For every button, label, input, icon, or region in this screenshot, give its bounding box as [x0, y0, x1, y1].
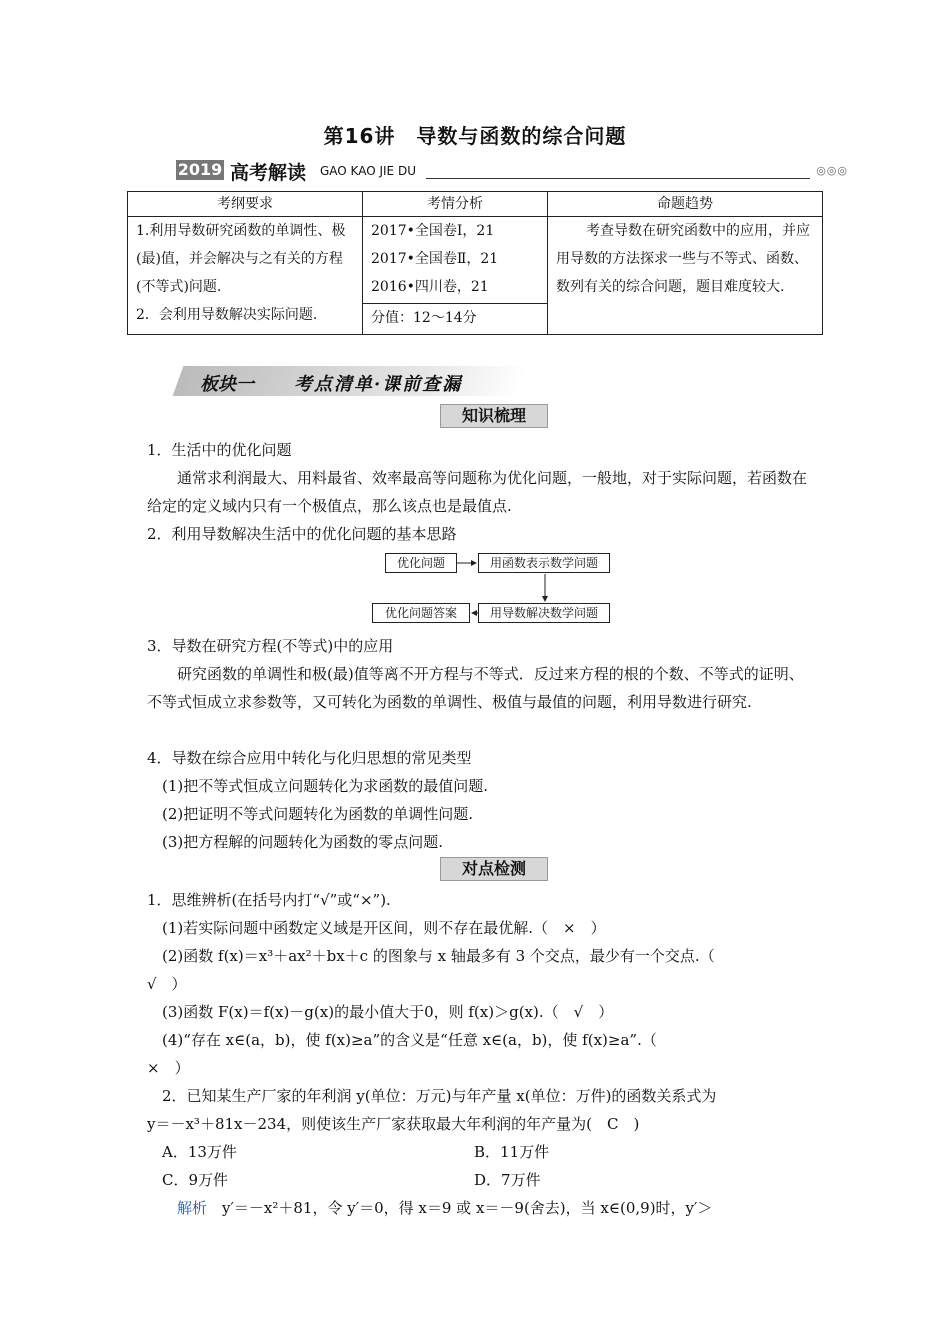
table-header: 命题趋势 — [548, 192, 823, 217]
option-b: B．11万件 — [474, 1143, 550, 1161]
q2-stem: 2．已知某生产厂家的年利润 y(单位：万元)与年产量 x(单位：万件)的函数关系式为 — [162, 1087, 717, 1105]
banner-year: 2019 — [177, 160, 223, 179]
section-name: 考点清单·课前查漏 — [294, 374, 463, 395]
q1-item-cont: × ） — [147, 1059, 190, 1077]
k4-item: (2)把证明不等式问题转化为函数的单调性问题. — [162, 805, 474, 823]
requirement-item: 2．会利用导数解决实际问题. — [136, 307, 318, 323]
q1-item: (2)函数 f(x)＝x³＋ax²＋bx＋c 的图象与 x 轴最多有 3 个交点，最少有一个交点.（ — [162, 947, 715, 965]
section-part: 板块一 — [200, 374, 254, 395]
k1-title: 1．生活中的优化问题 — [147, 441, 292, 459]
k4-title: 4．导数在综合应用中转化与化归思想的常见类型 — [147, 749, 472, 767]
trend-cell: 考查导数在研究函数中的应用，并应用导数的方法探求一些与不等式、函数、数列有关的综合问题，题目难度较大. — [548, 217, 823, 335]
k3-title: 3．导数在研究方程(不等式)中的应用 — [147, 637, 394, 655]
solution-label: 解析 — [177, 1199, 208, 1217]
banner-title: 高考解读 — [230, 162, 307, 184]
k4-item: (1)把不等式恒成立问题转化为求函数的最值问题. — [162, 777, 489, 795]
requirement-item: 1.利用导数研究函数的单调性、极(最)值，并会解决与之有关的方程(不等式)问题. — [136, 223, 346, 295]
flow-box-model: 用函数表示数学问题 — [478, 553, 610, 573]
q2-stem-cont: y＝－x³＋81x－234，则使该生产厂家获取最大年利润的年产量为( C ) — [147, 1115, 640, 1133]
k2-title: 2．利用导数解决生活中的优化问题的基本思路 — [147, 525, 457, 543]
q1-item-cont: √ ） — [147, 975, 187, 993]
flow-box-solve: 用导数解决数学问题 — [478, 603, 610, 623]
option-c: C．9万件 — [162, 1171, 229, 1189]
k1-body: 通常求利润最大、用料最省、效率最高等问题称为优化问题，一般地，对于实际问题，若函数在给定的定义域内只有一个极值点，那么该点也是最值点. — [147, 469, 808, 515]
q1-item: (3)函数 F(x)＝f(x)－g(x)的最小值大于0，则 f(x)＞g(x).（ √ ） — [162, 1003, 614, 1021]
table-header: 考纲要求 — [128, 192, 363, 217]
solution-line — [177, 1194, 837, 1222]
analysis-item: 2016•四川卷，21 — [371, 279, 489, 295]
page-title: 第16讲 导数与函数的综合问题 — [323, 124, 627, 148]
q1-item: (1)若实际问题中函数定义域是开区间，则不存在最优解.（ × ） — [162, 919, 606, 937]
q1-title: 1．思维辨析(在括号内打“√”或“×”). — [147, 891, 391, 909]
banner-subtitle: GAO KAO JIE DU — [320, 164, 416, 178]
k4-item: (3)把方程解的问题转化为函数的零点问题. — [162, 833, 444, 851]
analysis-item: 2017•全国卷Ⅰ，21 — [371, 223, 495, 239]
flow-box-answer: 优化问题答案 — [372, 603, 470, 623]
option-a: A．13万件 — [162, 1143, 237, 1161]
score-cell: 分值：12～14分 — [363, 304, 548, 335]
banner-dots-icon: ◎◎◎ — [816, 164, 848, 177]
option-d: D．7万件 — [474, 1171, 541, 1189]
analysis-item: 2017•全国卷Ⅱ，21 — [371, 251, 499, 267]
subsection-knowledge: 知识梳理 — [440, 404, 548, 428]
q1-item: (4)“存在 x∈(a，b)，使 f(x)≥a”的含义是“任意 x∈(a，b)，使 f(x)≥a”.（ — [162, 1031, 657, 1049]
k3-body: 研究函数的单调性和极(最)值等离不开方程与不等式．反过来方程的根的个数、不等式的证明、不等式恒成立求参数等，又可转化为函数的单调性、极值与最值的问题，利用导数进行研究. — [147, 665, 804, 711]
subsection-check: 对点检测 — [440, 857, 548, 881]
table-header: 考情分析 — [363, 192, 548, 217]
solution-body: y′＝－x²＋81，令 y′＝0，得 x＝9 或 x＝－9(舍去)，当 x∈(0,9)时，y′＞ — [207, 1199, 713, 1217]
flow-box-problem: 优化问题 — [385, 553, 457, 573]
